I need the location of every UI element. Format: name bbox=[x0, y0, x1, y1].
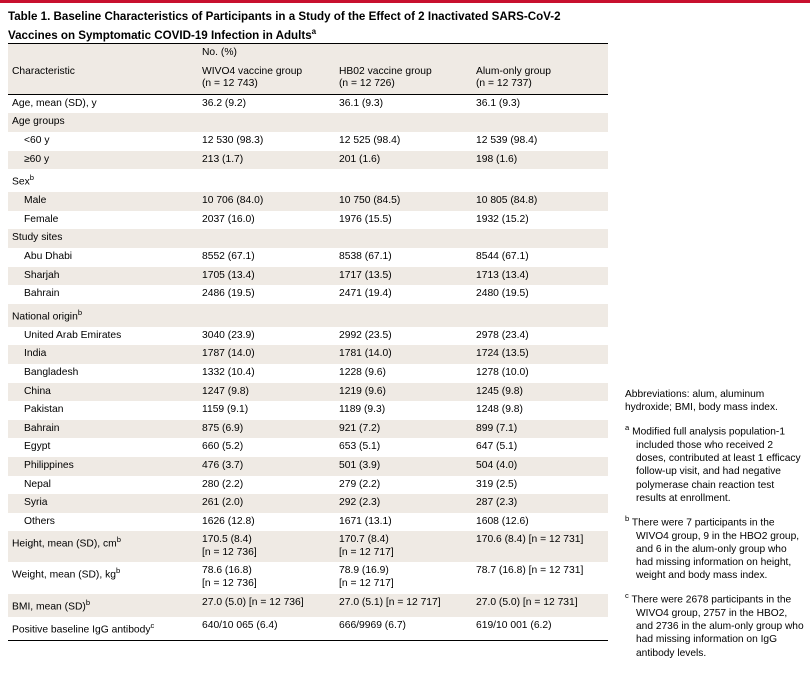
table-row bbox=[8, 401, 608, 420]
row-value: 36.2 (9.2) bbox=[202, 97, 247, 109]
row-value: 8552 (67.1) bbox=[202, 250, 255, 262]
table-row bbox=[8, 617, 608, 641]
row-label: <60 y bbox=[24, 134, 50, 146]
row-value: 1248 (9.8) bbox=[476, 404, 523, 416]
row-value: 319 (2.5) bbox=[476, 478, 518, 490]
row-value bbox=[472, 169, 608, 192]
row-label: China bbox=[8, 383, 198, 402]
row-label: Sharjah bbox=[8, 267, 198, 286]
row-label: Bangladesh bbox=[24, 366, 79, 378]
row-label: Pakistan bbox=[24, 404, 64, 416]
row-value: 36.1 (9.3) bbox=[339, 97, 384, 109]
row-label: United Arab Emirates bbox=[24, 329, 122, 341]
row-value: 1245 (9.8) bbox=[472, 383, 608, 402]
table-row bbox=[8, 267, 608, 286]
row-label: Positive baseline IgG antibody$^c$ bbox=[8, 617, 198, 641]
table-row bbox=[8, 248, 608, 267]
row-label: National origin$^b$ bbox=[8, 304, 198, 327]
row-value: 201 (1.6) bbox=[335, 151, 472, 170]
table-row bbox=[8, 513, 608, 532]
row-label: Study sites bbox=[8, 229, 198, 248]
row-value: 12 539 (98.4) bbox=[476, 134, 538, 146]
table-title bbox=[8, 9, 604, 44]
row-value: 619/10 001 (6.2) bbox=[472, 617, 608, 641]
column-header-hb02: HB02 vaccine group (n = 12 726) bbox=[335, 63, 472, 95]
row-label: Nepal bbox=[24, 478, 51, 490]
table-row bbox=[8, 285, 608, 304]
row-value bbox=[335, 304, 472, 327]
row-label: Syria bbox=[8, 494, 198, 513]
row-value: 875 (6.9) bbox=[198, 420, 335, 439]
table-spanner-row bbox=[8, 44, 608, 63]
row-value: 280 (2.2) bbox=[202, 478, 244, 490]
row-value: 1332 (10.4) bbox=[202, 366, 255, 378]
footnote-b: $^b$ There were 7 participants in the WIVO4 group, 9 in the HBO2 group, and 6 in the alum-only group who had missing information on height, weight and body mass index. bbox=[625, 514, 800, 582]
column-header-wivo4: WIVO4 vaccine group (n = 12 743) bbox=[198, 63, 335, 95]
row-value: 1228 (9.6) bbox=[339, 366, 386, 378]
row-value: 1608 (12.6) bbox=[476, 515, 529, 527]
row-label: Age groups bbox=[8, 113, 198, 132]
row-value: 1932 (15.2) bbox=[476, 213, 529, 225]
footnote-c: $^c$ There were 2678 participants in the WIVO4 group, 2757 in the HBO2, and 2736 in the alum-only group who had missing information on IgG antibody levels. bbox=[625, 591, 804, 659]
row-value: 501 (3.9) bbox=[335, 457, 472, 476]
row-value: 1671 (13.1) bbox=[339, 515, 392, 527]
table-header-row bbox=[8, 63, 608, 95]
row-value: 27.0 (5.1) [n = 12 717] bbox=[335, 594, 472, 617]
table-row bbox=[8, 420, 608, 439]
table-row bbox=[8, 211, 608, 230]
row-value bbox=[335, 229, 472, 248]
row-value: 287 (2.3) bbox=[472, 494, 608, 513]
row-value: 1724 (13.5) bbox=[472, 345, 608, 364]
row-value: 170.7 (8.4) [n = 12 717] bbox=[335, 531, 472, 562]
row-value: 78.6 (16.8) [n = 12 736] bbox=[202, 565, 257, 590]
row-value: 12 525 (98.4) bbox=[339, 134, 401, 146]
row-value: 1705 (13.4) bbox=[198, 267, 335, 286]
table-row bbox=[8, 327, 608, 346]
table-row bbox=[8, 383, 608, 402]
row-value: 2486 (19.5) bbox=[202, 288, 255, 300]
row-value: 1159 (9.1) bbox=[202, 404, 249, 416]
row-value bbox=[472, 304, 608, 327]
row-value: 1976 (15.5) bbox=[339, 213, 392, 225]
row-value: 3040 (23.9) bbox=[202, 329, 255, 341]
row-value: 27.0 (5.0) [n = 12 731] bbox=[472, 594, 608, 617]
row-value: 261 (2.0) bbox=[198, 494, 335, 513]
table-row bbox=[8, 594, 608, 617]
row-value: 653 (5.1) bbox=[339, 441, 381, 453]
row-value: 2480 (19.5) bbox=[476, 288, 529, 300]
row-value: 1219 (9.6) bbox=[335, 383, 472, 402]
row-value: 2037 (16.0) bbox=[202, 213, 255, 225]
row-value bbox=[198, 113, 335, 132]
spanner-blank bbox=[8, 44, 198, 63]
row-value: 1717 (13.5) bbox=[335, 267, 472, 286]
spanner-no-pct: No. (%) bbox=[198, 44, 608, 63]
table-row bbox=[8, 438, 608, 457]
row-value bbox=[198, 169, 335, 192]
row-value: 36.1 (9.3) bbox=[476, 97, 521, 109]
row-value: 504 (4.0) bbox=[472, 457, 608, 476]
row-value bbox=[335, 113, 472, 132]
row-value: 1247 (9.8) bbox=[198, 383, 335, 402]
table-row bbox=[8, 457, 608, 476]
row-value: 2992 (23.5) bbox=[339, 329, 392, 341]
row-value: 1713 (13.4) bbox=[472, 267, 608, 286]
row-value: 1189 (9.3) bbox=[339, 404, 386, 416]
row-value: 640/10 065 (6.4) bbox=[198, 617, 335, 641]
column-header-characteristic: Characteristic bbox=[8, 63, 198, 95]
row-label: Age, mean (SD), y bbox=[12, 97, 97, 109]
row-label: ≥60 y bbox=[8, 151, 198, 170]
row-value: 660 (5.2) bbox=[202, 441, 244, 453]
table-page bbox=[0, 3, 810, 681]
row-value: 10 805 (84.8) bbox=[472, 192, 608, 211]
row-value: 10 750 (84.5) bbox=[335, 192, 472, 211]
footnote-a: $^a$ Modified full analysis population-1 included those who received 2 doses, contributed at least 1 efficacy follow-up visit, and had negative polymerase chain reaction test results at enrollment. bbox=[625, 423, 801, 504]
table-row bbox=[8, 562, 608, 593]
abbreviations-note: Abbreviations: alum, aluminum hydroxide; BMI, body mass index. bbox=[625, 389, 778, 414]
row-value: 1278 (10.0) bbox=[476, 366, 529, 378]
row-value: 921 (7.2) bbox=[335, 420, 472, 439]
row-label: Female bbox=[24, 213, 59, 225]
row-value: 899 (7.1) bbox=[472, 420, 608, 439]
table-row bbox=[8, 494, 608, 513]
row-value: 8538 (67.1) bbox=[339, 250, 392, 262]
row-value bbox=[335, 169, 472, 192]
row-value: 2978 (23.4) bbox=[476, 329, 529, 341]
row-label: India bbox=[8, 345, 198, 364]
row-value: 1626 (12.8) bbox=[202, 515, 255, 527]
row-value: 647 (5.1) bbox=[476, 441, 518, 453]
table-section-row bbox=[8, 304, 608, 327]
row-value: 279 (2.2) bbox=[339, 478, 381, 490]
row-value: 1781 (14.0) bbox=[335, 345, 472, 364]
row-label: Egypt bbox=[24, 441, 51, 453]
table-row bbox=[8, 94, 608, 113]
row-value: 27.0 (5.0) [n = 12 736] bbox=[198, 594, 335, 617]
row-value: 12 530 (98.3) bbox=[202, 134, 264, 146]
table-row bbox=[8, 531, 608, 562]
table-row bbox=[8, 132, 608, 151]
table-title-text: Table 1. Baseline Characteristics of Participants in a Study of the Effect of 2 Inactivated SARS-CoV-2 Vaccines on Symptomatic COVID-19 Infection in Adults$^a$ bbox=[8, 10, 561, 43]
row-label: Bahrain bbox=[24, 288, 60, 300]
table-row bbox=[8, 151, 608, 170]
row-label: Philippines bbox=[8, 457, 198, 476]
table-row bbox=[8, 345, 608, 364]
table-row bbox=[8, 364, 608, 383]
row-value: 213 (1.7) bbox=[198, 151, 335, 170]
row-label: Weight, mean (SD), $kg^b$ bbox=[12, 566, 121, 581]
row-value: 78.7 (16.8) [n = 12 731] bbox=[476, 565, 584, 577]
baseline-characteristics-table bbox=[8, 43, 608, 641]
row-value: 78.9 (16.9) [n = 12 717] bbox=[339, 565, 394, 590]
row-value: 2471 (19.4) bbox=[339, 288, 392, 300]
row-value: 292 (2.3) bbox=[335, 494, 472, 513]
row-label: Height, mean (SD), $cm^b$ bbox=[8, 531, 198, 562]
row-value: 170.5 (8.4) [n = 12 736] bbox=[198, 531, 335, 562]
table-section-row bbox=[8, 113, 608, 132]
row-value: 170.6 (8.4) [n = 12 731] bbox=[472, 531, 608, 562]
table-row bbox=[8, 192, 608, 211]
row-label: BMI, mean (SD)$^b$ bbox=[8, 594, 198, 617]
row-value bbox=[198, 304, 335, 327]
row-value bbox=[198, 229, 335, 248]
row-label: Male bbox=[8, 192, 198, 211]
row-value: 8544 (67.1) bbox=[476, 250, 529, 262]
table-section-row bbox=[8, 229, 608, 248]
table-notes bbox=[625, 388, 805, 667]
row-label: Abu Dhabi bbox=[24, 250, 73, 262]
row-label: Sex$^b$ bbox=[12, 173, 34, 188]
column-header-alum: Alum-only group (n = 12 737) bbox=[472, 63, 608, 95]
table-row bbox=[8, 476, 608, 495]
row-value: 198 (1.6) bbox=[472, 151, 608, 170]
row-value bbox=[472, 113, 608, 132]
table-section-row bbox=[8, 169, 608, 192]
row-label: Others bbox=[24, 515, 55, 527]
row-value: 10 706 (84.0) bbox=[198, 192, 335, 211]
table-body bbox=[8, 44, 608, 641]
row-value: 1787 (14.0) bbox=[198, 345, 335, 364]
row-value: 476 (3.7) bbox=[198, 457, 335, 476]
row-label: Bahrain bbox=[8, 420, 198, 439]
row-value bbox=[472, 229, 608, 248]
row-value: 666/9969 (6.7) bbox=[335, 617, 472, 641]
